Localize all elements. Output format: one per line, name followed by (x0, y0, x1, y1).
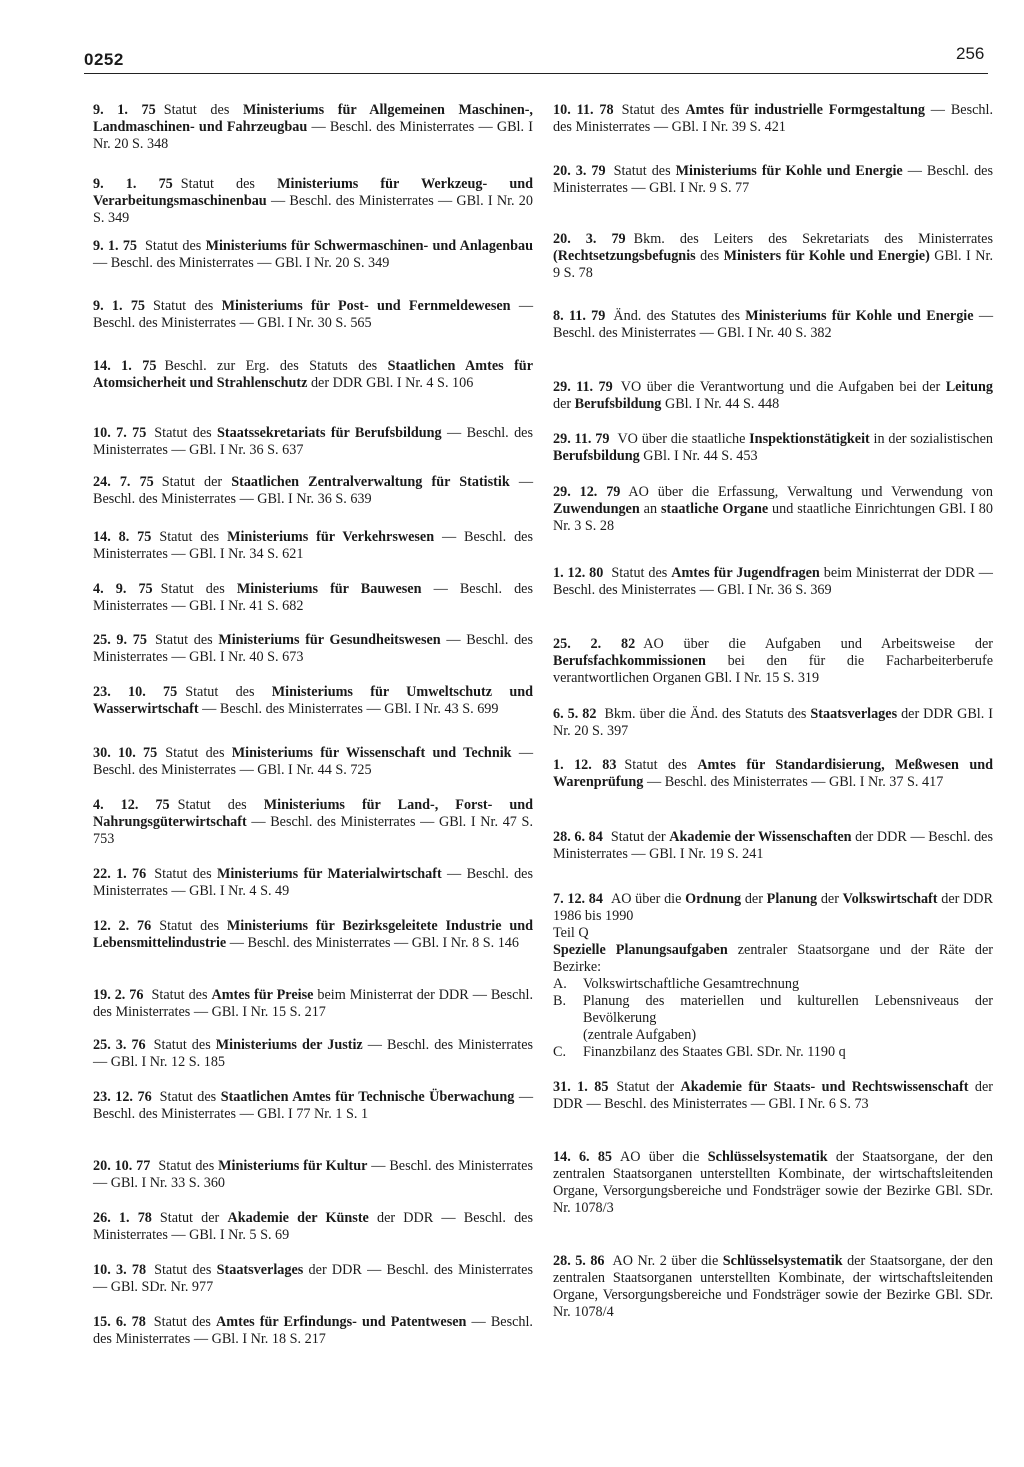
entry-text: Statut des (151, 987, 212, 1003)
entry-subject: Amtes für Preise (211, 987, 314, 1003)
entry-date: 6. 5. 82 (553, 706, 597, 722)
entry-subject: Ministeriums für Post- und Fernmeldewesen (221, 298, 511, 314)
entry-date: 14. 1. 75 (93, 358, 157, 374)
entry-text: der (741, 891, 767, 907)
teil-q-item-label (553, 1027, 583, 1044)
entry-text: — Beschl. des Ministerrates — GBl. I Nr. 41 S. 682 (93, 581, 533, 614)
entry-subject: Staatlichen Zentralverwaltung für Statistik (231, 474, 510, 490)
register-entry (93, 918, 533, 952)
entry-text: Statut des (153, 298, 222, 314)
register-entry (553, 431, 993, 465)
entry-date: 20. 3. 79 (553, 163, 606, 179)
entry-text: Statut des (154, 1262, 217, 1278)
entry-subject: Ministeriums für Materialwirtschaft (216, 866, 442, 882)
entry-date: 20. 10. 77 (93, 1158, 151, 1174)
page-header (0, 0, 1024, 80)
entry-text: Bkm. des Leiters des Sekretariats des Ministerrates (633, 231, 994, 247)
register-entry (553, 163, 993, 197)
entry-text: — Beschl. des Ministerrates — GBl. I Nr. 20 S. 349 (93, 193, 533, 226)
entry-date: 10. 7. 75 (93, 425, 147, 441)
entry-text: Statut des (611, 565, 672, 581)
entry-text: der DDR — Beschl. des Ministerrates — GBl. SDr. Nr. 977 (93, 1262, 533, 1295)
register-entry (93, 1210, 533, 1244)
entry-text: — Beschl. des Ministerrates — GBl. I Nr. 34 S. 621 (93, 529, 533, 562)
entry-subject: Planung (766, 891, 818, 907)
entry-date: 24. 7. 75 (93, 474, 154, 490)
entry-text: der DDR GBl. I Nr. 4 S. 106 (307, 375, 474, 391)
entry-text: Statut des (153, 1314, 217, 1330)
entry-date: 4. 9. 75 (93, 581, 153, 597)
entry-date: 10. 11. 78 (553, 102, 614, 118)
register-entry (553, 757, 993, 791)
register-entry (553, 308, 993, 342)
register-entry (93, 632, 533, 666)
entry-subject: (Rechtsetzungsbefugnis (553, 248, 696, 264)
register-entry (93, 797, 533, 848)
register-entry (93, 102, 533, 153)
entry-subject: Ministeriums für Allgemeinen Maschinen-, Landmaschinen- und Fahrzeugbau (93, 102, 533, 135)
entry-text: Statut des (158, 1158, 219, 1174)
teil-q-heading-bold: Spezielle Planungsaufgaben (553, 942, 728, 958)
entry-text: der DDR — Beschl. des Ministerrates — GBl. I Nr. 19 S. 241 (553, 829, 993, 862)
register-entry (553, 636, 993, 687)
entry-subject: Schlüsselsystematik (722, 1253, 843, 1269)
entry-subject: Staatsverlages (810, 706, 898, 722)
entry-text: AO über die Erfassung, Verwaltung und Verwendung von (628, 484, 993, 500)
register-entry (553, 706, 993, 740)
entry-subject: Ministeriums für Schwermaschinen- und Anlagenbau (205, 238, 533, 254)
entry-text: VO über die Verantwortung und die Aufgaben bei der (620, 379, 946, 395)
entry-subject: Ministeriums für Verkehrswesen (227, 529, 435, 545)
entry-text: — Beschl. des Ministerrates — GBl. I Nr. 4 S. 49 (93, 866, 533, 899)
entry-text: Statut der (610, 829, 670, 845)
entry-subject: Ministeriums der Justiz (215, 1037, 363, 1053)
entry-subject: Berufsfachkommissionen (553, 653, 706, 669)
entry-text: — Beschl. des Ministerrates — GBl. I Nr. 12 S. 185 (93, 1037, 534, 1070)
entry-subject: Ministeriums für Werkzeug- und Verarbeitungsmaschinenbau (93, 176, 533, 209)
entry-text: — Beschl. des Ministerrates — GBl. I Nr. 36 S. 637 (93, 425, 533, 458)
entry-text: — Beschl. des Ministerrates — GBl. I Nr. 47 S. 753 (93, 814, 533, 847)
register-entry (553, 891, 993, 925)
entry-text: Statut des (159, 918, 227, 934)
register-entry (93, 1037, 533, 1071)
entry-subject: staatliche Organe (660, 501, 769, 517)
entry-text: Statut des (159, 1089, 221, 1105)
entry-date: 14. 8. 75 (93, 529, 152, 545)
entry-subject: Ministeriums für Gesundheitswesen (218, 632, 441, 648)
entry-subject: Amtes für Jugendfragen (671, 565, 820, 581)
entry-text: Statut des (163, 102, 243, 118)
entry-text: der DDR — Beschl. des Ministerrates — GBl. I Nr. 5 S. 69 (93, 1210, 533, 1243)
teil-q-item-text: Planung des materiellen und kulturellen Lebensniveaus der Bevölkerung (583, 993, 993, 1026)
entry-subject: Ministeriums für Wissenschaft und Technik (231, 745, 512, 761)
entry-text: und staatliche Einrichtungen GBl. I 80 Nr. 3 S. 28 (553, 501, 993, 534)
entry-date: 4. 12. 75 (93, 797, 170, 813)
entry-subject: Leitung (945, 379, 994, 395)
teil-q-heading-rest: zentraler Staatsorgane und der Räte der Bezirke: (553, 942, 994, 975)
entry-text: — Beschl. des Ministerrates — GBl. I Nr. 30 S. 565 (93, 298, 534, 331)
entry-subject: Akademie der Künste (227, 1210, 369, 1226)
register-entry (93, 1158, 533, 1192)
entry-text: — Beschl. des Ministerrates — GBl. I 77 Nr. 1 S. 1 (93, 1089, 533, 1122)
entry-text: VO über die staatliche (617, 431, 750, 447)
entry-date: 15. 6. 78 (93, 1314, 146, 1330)
entry-subject: Ministeriums für Kultur (218, 1158, 368, 1174)
entry-text: Statut der (161, 474, 232, 490)
entry-date: 12. 2. 76 (93, 918, 152, 934)
register-entry (553, 484, 993, 535)
teil-q-heading (553, 942, 993, 976)
entry-text: Statut des (145, 238, 206, 254)
entry-text: Statut des (180, 176, 278, 192)
entry-text: — Beschl. des Ministerrates — GBl. I Nr. 40 S. 382 (553, 308, 994, 341)
header-rule (84, 73, 988, 74)
entry-subject: Ordnung (685, 891, 742, 907)
entry-text: Statut des (160, 581, 237, 597)
entry-text: GBl. I Nr. 44 S. 448 (661, 396, 780, 412)
entry-subject: Staatlichen Amtes für Technische Überwachung (220, 1089, 515, 1105)
entry-date: 31. 1. 85 (553, 1079, 609, 1095)
entry-date: 29. 12. 79 (553, 484, 621, 500)
teil-q-block (553, 925, 993, 1061)
entry-text: — Beschl. des Ministerrates — GBl. I Nr. 37 S. 417 (643, 774, 944, 790)
entry-date: 14. 6. 85 (553, 1149, 613, 1165)
entry-subject: Schlüsselsystematik (707, 1149, 828, 1165)
entry-date: 25. 9. 75 (93, 632, 147, 648)
entry-text: Statut des (613, 163, 676, 179)
entry-text: Statut der (159, 1210, 228, 1226)
teil-q-item-label: B. (553, 993, 567, 1009)
entry-text: Statut des (154, 866, 217, 882)
entry-text: — Beschl. des Ministerrates — GBl. I Nr. 8 S. 146 (226, 935, 519, 951)
entry-text: — Beschl. des Ministerrates — GBl. I Nr. 9 S. 77 (553, 163, 994, 196)
entry-date: 29. 11. 79 (553, 379, 613, 395)
entry-date: 8. 11. 79 (553, 308, 606, 324)
register-entry (93, 1262, 533, 1296)
entry-text: Statut des (159, 529, 228, 545)
entry-text: Bkm. über die Änd. des Statuts des (604, 706, 811, 722)
entry-date: 26. 1. 78 (93, 1210, 152, 1226)
entry-text: — Beschl. des Ministerrates — GBl. I Nr. 18 S. 217 (93, 1314, 533, 1347)
teil-q-item-text: Volkswirtschaftliche Gesamtrechnung (583, 976, 800, 992)
register-entry (93, 474, 533, 508)
entry-text: in der sozialistischen (869, 431, 994, 447)
entry-subject: Ministeriums für Umweltschutz und Wasserwirtschaft (93, 684, 533, 717)
entry-subject: Inspektionstätigkeit (749, 431, 870, 447)
entry-date: 1. 12. 80 (553, 565, 604, 581)
entry-date: 9. 1. 75 (93, 238, 138, 254)
register-entry (93, 425, 533, 459)
entry-text: — Beschl. des Ministerrates — GBl. I Nr. 43 S. 699 (198, 701, 499, 717)
teil-q-items (553, 976, 993, 1061)
entry-text: beim Ministerrat der DDR — Beschl. des Ministerrates — GBl. I Nr. 36 S. 369 (553, 565, 993, 598)
register-entry (93, 529, 533, 563)
register-entry (93, 745, 533, 779)
entry-text: bei den für die Facharbeiterberufe verantwortlichen Organen GBl. I Nr. 15 S. 319 (553, 653, 993, 686)
entry-text: AO Nr. 2 über die (612, 1253, 723, 1269)
teil-q-item (553, 993, 993, 1027)
entry-date: 28. 6. 84 (553, 829, 603, 845)
page-number-right: 256 (956, 44, 985, 63)
entry-subject: Ministeriums für Bauwesen (236, 581, 422, 597)
register-entry (553, 1079, 993, 1113)
teil-q-item (553, 1044, 993, 1061)
register-entry (553, 1253, 993, 1321)
entry-subject: Ministers für Kohle und Energie) (723, 248, 930, 264)
entry-text: der Staatsorgane, der den zentralen Staatsorganen unterstellten Kombinate, der wirtschaftsleitenden Organe, Versorgungsbereiche und Fondsträger sowie der Bezirke GBl. SDr. Nr. 1078/3 (553, 1149, 994, 1216)
entry-text: — Beschl. des Ministerrates — GBl. I Nr. 20 S. 348 (93, 119, 533, 152)
entry-date: 20. 3. 79 (553, 231, 626, 247)
entry-text: der DDR — Beschl. des Ministerrates — GBl. I Nr. 6 S. 73 (553, 1079, 993, 1112)
entry-text: Statut des (154, 425, 218, 441)
teil-q-item-label: A. (553, 976, 567, 992)
register-entry (93, 581, 533, 615)
entry-text: Statut des (177, 797, 264, 813)
entry-date: 25. 3. 76 (93, 1037, 146, 1053)
register-entry (93, 176, 533, 227)
register-entry (553, 102, 993, 136)
entry-subject: Amtes für Erfindungs- und Patentwesen (216, 1314, 467, 1330)
register-entry (93, 238, 533, 272)
entry-date: 29. 11. 79 (553, 431, 610, 447)
entry-date: 28. 5. 86 (553, 1253, 605, 1269)
entry-subject: Volkswirtschaft (842, 891, 938, 907)
entry-subject: Zuwendungen (553, 501, 640, 517)
entry-text: der DDR 1986 bis 1990 (553, 891, 993, 924)
entry-subject: Akademie für Staats- und Rechtswissenschaft (680, 1079, 969, 1095)
register-entry (93, 1089, 533, 1123)
entry-date: 30. 10. 75 (93, 745, 158, 761)
entry-text: der (553, 396, 575, 412)
entry-date: 9. 1. 75 (93, 176, 173, 192)
entry-date: 10. 3. 78 (93, 1262, 147, 1278)
entry-text: an (639, 501, 661, 517)
entry-text: — Beschl. des Ministerrates — GBl. I Nr. 20 S. 349 (93, 255, 390, 271)
entry-text: — Beschl. des Ministerrates — GBl. I Nr. 44 S. 725 (93, 745, 534, 778)
register-entry (93, 987, 533, 1021)
entry-date: 19. 2. 76 (93, 987, 144, 1003)
entry-subject: Staatssekretariats für Berufsbildung (217, 425, 442, 441)
entry-subject: Amtes für Standardisierung, Meßwesen und Warenprüfung (553, 757, 993, 790)
entry-date: 23. 12. 76 (93, 1089, 152, 1105)
entry-date: 22. 1. 76 (93, 866, 147, 882)
teil-q-item-text: Finanzbilanz des Staates GBl. SDr. Nr. 1190 q (583, 1044, 846, 1060)
register-entry (93, 358, 533, 392)
entry-subject: Akademie der Wissenschaften (669, 829, 852, 845)
entry-date: 9. 1. 75 (93, 102, 156, 118)
register-entry (553, 1149, 993, 1217)
teil-q-item (553, 1027, 993, 1044)
register-entry (553, 829, 993, 863)
entry-text: Statut des (185, 684, 272, 700)
teil-q-item-label: C. (553, 1044, 567, 1060)
entry-text: der Staatsorgane, der den zentralen Staatsorganen unterstellten Kombinate, der wirtschaftsleitenden Organe, Versorgungsbereiche und Fondsträger sowie der Bezirke GBl. SDr. Nr. 1078/4 (553, 1253, 993, 1320)
register-entry (93, 1314, 533, 1348)
entry-text: Statut der (616, 1079, 681, 1095)
register-entry (93, 684, 533, 718)
entry-text: — Beschl. des Ministerrates — GBl. I Nr. 33 S. 360 (93, 1158, 533, 1191)
entry-subject: Ministeriums für Kohle und Energie (675, 163, 903, 179)
entry-date: 9. 1. 75 (93, 298, 146, 314)
entry-text: AO über die (620, 1149, 708, 1165)
teil-q-item (553, 976, 993, 993)
entry-text: des (695, 248, 724, 264)
entry-subject: Ministeriums für Bezirksgeleitete Industrie und Lebensmittelindustrie (93, 918, 533, 951)
entry-text: — Beschl. des Ministerrates — GBl. I Nr. 40 S. 673 (93, 632, 533, 665)
entry-text: GBl. I Nr. 44 S. 453 (639, 448, 758, 464)
entry-text: Beschl. zur Erg. des Statuts des (164, 358, 388, 374)
entry-text: Statut des (154, 632, 219, 648)
entry-text: — Beschl. des Ministerrates — GBl. I Nr. 39 S. 421 (553, 102, 994, 135)
entry-text: Statut des (153, 1037, 216, 1053)
entry-text: der (817, 891, 843, 907)
entry-date: 23. 10. 75 (93, 684, 178, 700)
register-entry (93, 866, 533, 900)
entry-date: 7. 12. 84 (553, 891, 603, 907)
teil-q-item-text: (zentrale Aufgaben) (583, 1027, 697, 1043)
entry-date: 1. 12. 83 (553, 757, 617, 773)
entry-subject: Berufsbildung (574, 396, 662, 412)
entry-text: der DDR GBl. I Nr. 20 S. 397 (553, 706, 993, 739)
entry-text: Änd. des Statutes des (613, 308, 746, 324)
page-number-left: 0252 (84, 50, 124, 69)
entry-subject: Berufsbildung (553, 448, 640, 464)
entry-subject: Ministeriums für Land-, Forst- und Nahrungsgüterwirtschaft (93, 797, 534, 830)
entry-text: Statut des (624, 757, 698, 773)
entry-text: GBl. I Nr. 9 S. 78 (553, 248, 993, 281)
entry-subject: Amtes für industrielle Formgestaltung (685, 102, 925, 118)
entry-subject: Staatsverlages (216, 1262, 304, 1278)
entry-text: Statut des (621, 102, 686, 118)
entry-text: Statut des (165, 745, 232, 761)
register-entry (553, 565, 993, 599)
register-entry (93, 298, 533, 332)
entry-date: 25. 2. 82 (553, 636, 636, 652)
register-entry (553, 231, 993, 282)
entry-text: AO über die (610, 891, 686, 907)
entry-text: beim Ministerrat der DDR — Beschl. des Ministerrates — GBl. I Nr. 15 S. 217 (93, 987, 534, 1020)
entry-subject: Staatlichen Amtes für Atomsicherheit und Strahlenschutz (93, 358, 533, 391)
entry-subject: Ministeriums für Kohle und Energie (745, 308, 974, 324)
register-entry (553, 379, 993, 413)
entry-text: AO über die Aufgaben und Arbeitsweise der (643, 636, 993, 652)
entry-text: — Beschl. des Ministerrates — GBl. I Nr. 36 S. 639 (93, 474, 534, 507)
teil-q-label: Teil Q (553, 925, 589, 941)
